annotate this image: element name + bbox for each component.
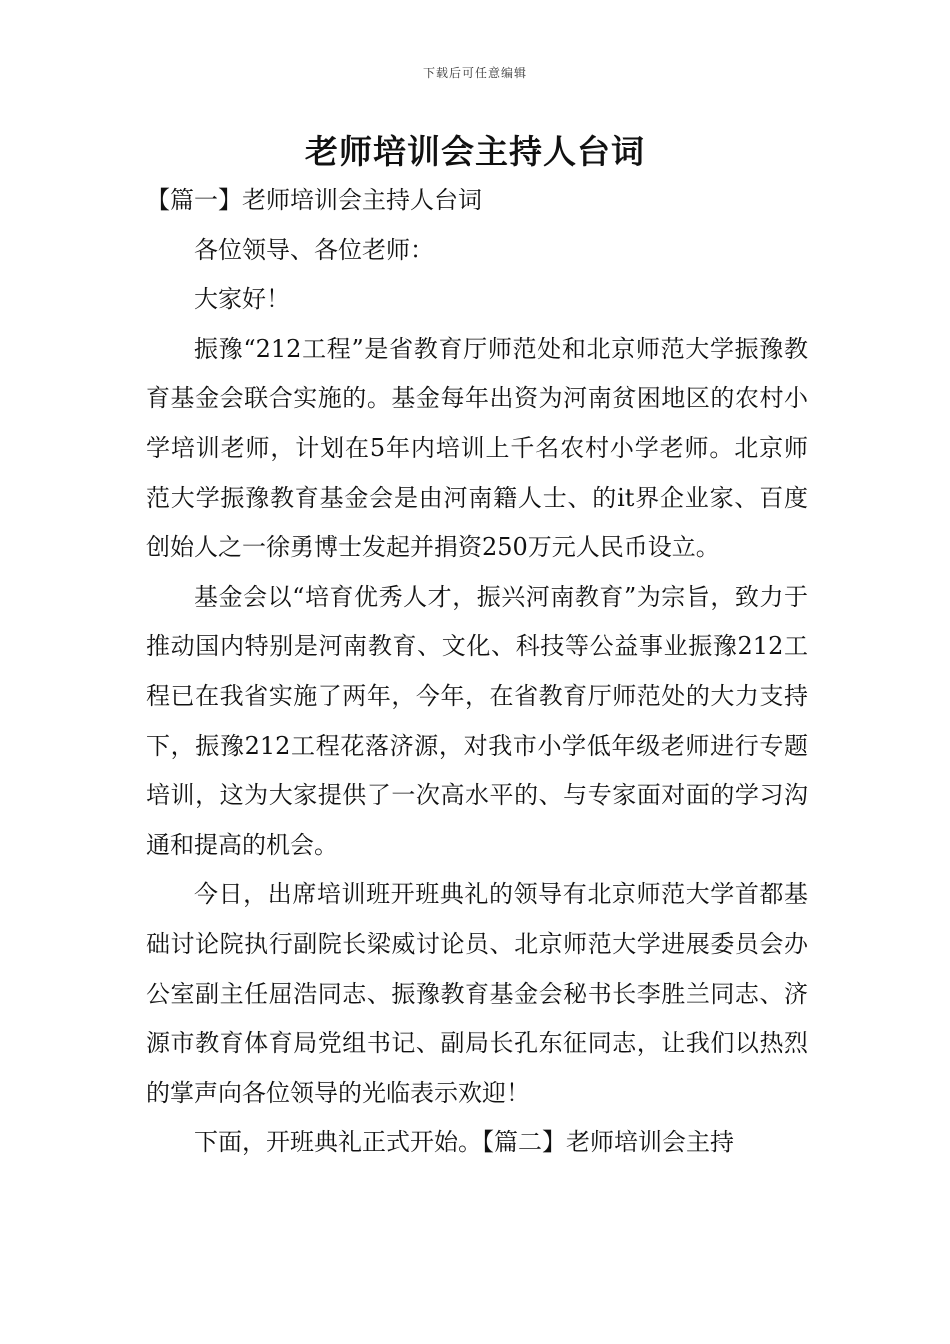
header-note: 下载后可任意编辑 [422,66,527,80]
paragraph-greeting: 大家好！ [194,285,290,314]
paragraph-project-intro: 振豫“212工程”是省教育厅师范处和北京师范大学振豫教育基金会联合实施的。基金每年出资为河南贫困地区的农村小学培训老师，计划在5年内培训上千名农村小学老师。北京师范大学振豫教育基金会是由河南籍人士、的it界企业家、百度创始人之一徐勇博士发起并捐资250万元人民币设立。 [146,334,808,562]
paragraph-salutation: 各位领导、各位老师： [194,235,434,264]
document-title: 老师培训会主持人台词 [305,132,645,171]
paragraph-foundation: 基金会以“培育优秀人才，振兴河南教育”为宗旨，致力于推动国内特别是河南教育、文化、科技等公益事业振豫212工程已在我省实施了两年，今年，在省教育厅师范处的大力支持下，振豫212工程花落济源，对我市小学低年级老师进行专题培训，这为大家提供了一次高水平的、与专家面对面的学习沟通和提高的机会。 [146,582,808,859]
paragraph-opening: 下面，开班典礼正式开始。【篇二】老师培训会主持 [194,1128,734,1157]
section-heading: 【篇一】老师培训会主持人台词 [146,186,482,214]
document-body [146,176,808,1168]
paragraph-guests: 今日，出席培训班开班典礼的领导有北京师范大学首都基础讨论院执行副院长梁威讨论员、北京师范大学进展委员会办公室副主任屈浩同志、振豫教育基金会秘书长李胜兰同志、济源市教育体育局党组书记、副局长孔东征同志，让我们以热烈的掌声向各位领导的光临表示欢迎！ [146,880,808,1107]
